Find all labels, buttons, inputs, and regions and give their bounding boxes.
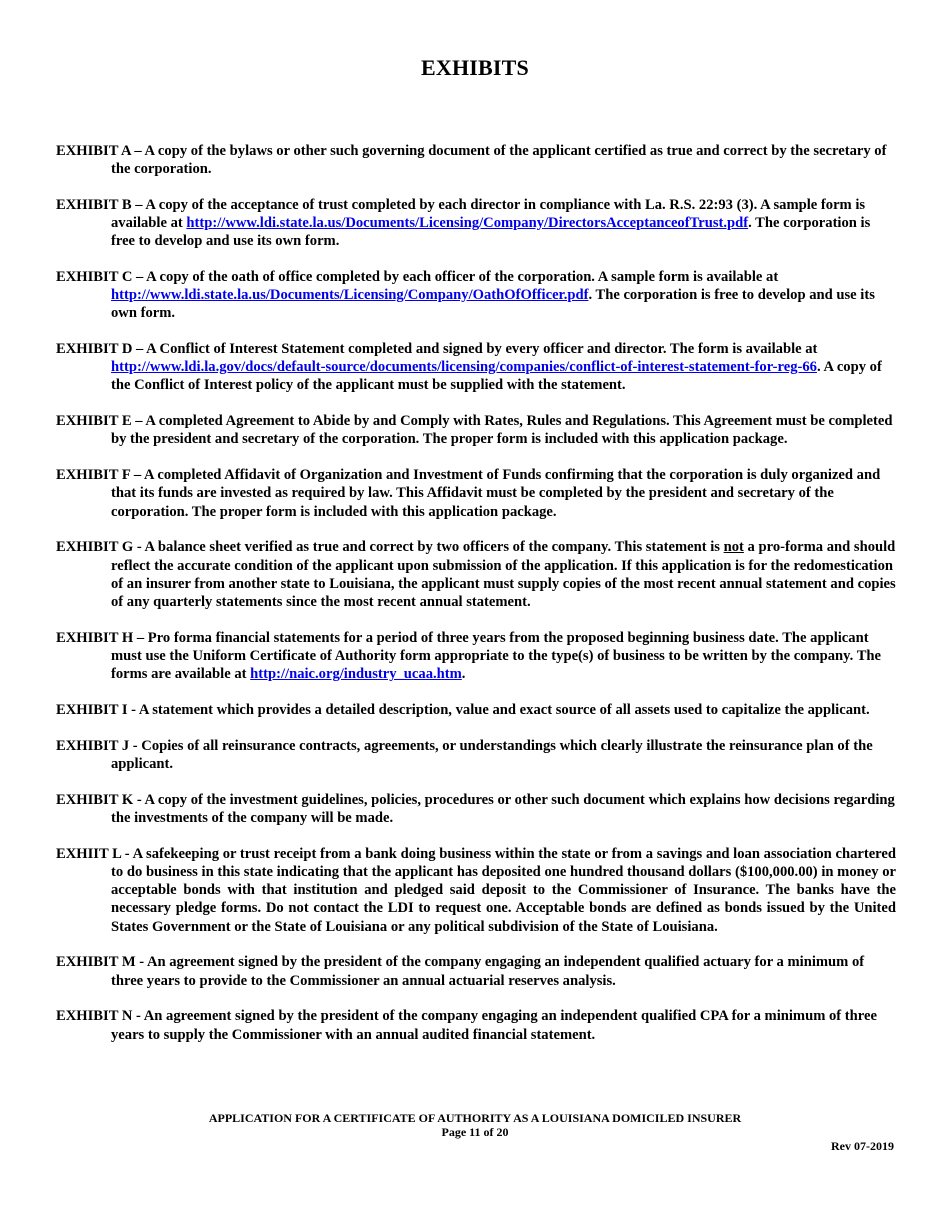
exhibit-b-text: EXHIBIT B – A copy of the acceptance of trust completed by each director in compliance with La. R.S. 22:93 (3). A sample form is available at bbox=[56, 196, 866, 231]
exhibit-b-text-end: . The corporation is free to develop and use its own form. bbox=[111, 214, 871, 249]
exhibit-g-text: EXHIBIT G - A balance sheet verified as true and correct by two officers of the company. This statement is bbox=[56, 539, 724, 556]
exhibit-b bbox=[56, 196, 896, 251]
page-title: EXHIBITS bbox=[421, 55, 529, 80]
exhibit-g bbox=[56, 538, 896, 611]
exhibit-h-text-end: . bbox=[461, 666, 466, 683]
exhibit-h bbox=[56, 629, 896, 684]
exhibit-list bbox=[56, 127, 896, 1061]
exhibit-j: EXHIBIT J - Copies of all reinsurance contracts, agreements, or understandings which clearly illustrate the reinsurance plan of the applicant. bbox=[56, 737, 873, 773]
exhibit-k: EXHIBIT K - A copy of the investment guidelines, policies, procedures or other such document which explains how decisions regarding the investments of the company will be made. bbox=[56, 791, 895, 827]
conflict-of-interest-link[interactable]: http://www.ldi.la.gov/docs/default-source/documents/licensing/companies/conflict-of-interest-statement-for-reg-66 bbox=[111, 359, 817, 376]
footer-application-title: APPLICATION FOR A CERTIFICATE OF AUTHORITY AS A LOUISIANA DOMICILED INSURER bbox=[208, 1111, 742, 1125]
exhibit-a: EXHIBIT A – A copy of the bylaws or other such governing document of the applicant certified as true and correct by the secretary of the corporation. bbox=[56, 142, 887, 177]
exhibit-c-text: EXHIBIT C – A copy of the oath of office completed by each officer of the corporation. A sample form is available at bbox=[56, 268, 779, 285]
exhibit-i: EXHIBIT I - A statement which provides a detailed description, value and exact source of all assets used to capitalize the applicant. bbox=[56, 702, 870, 719]
exhibit-f: EXHIBIT F – A completed Affidavit of Organization and Investment of Funds confirming that the corporation is duly organized and that its funds are invested as required by law. This Affidavit must be completed by the president and secretary of the corporation. The proper form is included with this application package. bbox=[56, 467, 881, 520]
exhibit-m: EXHIBIT M - An agreement signed by the president of the company engaging an independent qualified actuary for a minimum of three years to provide to the Commissioner an annual actuarial reserves analysis. bbox=[56, 954, 865, 989]
exhibit-n: EXHIBIT N - An agreement signed by the president of the company engaging an independent qualified CPA for a minimum of three years to supply the Commissioner with an annual audited financial statement. bbox=[56, 1008, 877, 1043]
exhibit-d bbox=[56, 340, 896, 395]
exhibit-e: EXHIBIT E – A completed Agreement to Abide by and Comply with Rates, Rules and Regulations. This Agreement must be completed by the president and secretary of the corporation. The proper form is included with this application package. bbox=[56, 413, 893, 448]
page-footer bbox=[0, 1111, 950, 1139]
exhibit-d-text: EXHIBIT D – A Conflict of Interest Statement completed and signed by every officer and director. The form is available at bbox=[56, 341, 818, 357]
exhibit-c bbox=[56, 268, 896, 323]
exhibit-l: EXHIIT L - A safekeeping or trust receipt from a bank doing business within the state or from a savings and loan association chartered to do business in this state indicating that the applicant has deposited one hundred thousand dollars ($100,000.00) in money or acceptable bonds with that institution and pledged said deposit to the Commissioner of Insurance. The banks have the necessary pledge forms. Do not contact the LDI to request one. Acceptable bonds are defined as bonds issued by the United States Government or the State of Louisiana or any political subdivision of the State of Louisiana. bbox=[56, 845, 896, 935]
directors-acceptance-link[interactable]: http://www.ldi.state.la.us/Documents/Licensing/Company/DirectorsAcceptanceofTrust.pdf bbox=[186, 214, 749, 231]
revision-label: Rev 07-2019 bbox=[831, 1139, 894, 1153]
naic-ucaa-link[interactable]: http://naic.org/industry_ucaa.htm bbox=[250, 666, 462, 683]
page-number: Page 11 of 20 bbox=[441, 1125, 509, 1139]
exhibit-d-text-end: . A copy of the Conflict of Interest policy of the applicant must be supplied with the statement. bbox=[111, 359, 882, 394]
exhibit-g-emphasis: not bbox=[723, 539, 744, 556]
exhibit-h-text: EXHIBIT H – Pro forma financial statements for a period of three years from the proposed beginning business date. The applicant must use the Uniform Certificate of Authority form appropriate to the type(s) of business to be written by the company. The forms are available at bbox=[56, 629, 882, 683]
oath-of-officer-link[interactable]: http://www.ldi.state.la.us/Documents/Licensing/Company/OathOfOfficer.pdf bbox=[111, 287, 589, 303]
exhibit-c-text-end: . The corporation is free to develop and use its own form. bbox=[111, 287, 875, 322]
exhibit-g-text-end: a pro-forma and should reflect the accurate condition of the applicant upon submission of the application. If this application is for the redomestication of an insurer from another state to Louisiana, the applicant must supply copies of the most recent annual statement and copies of any quarterly statements since the most recent annual statement. bbox=[111, 539, 896, 611]
